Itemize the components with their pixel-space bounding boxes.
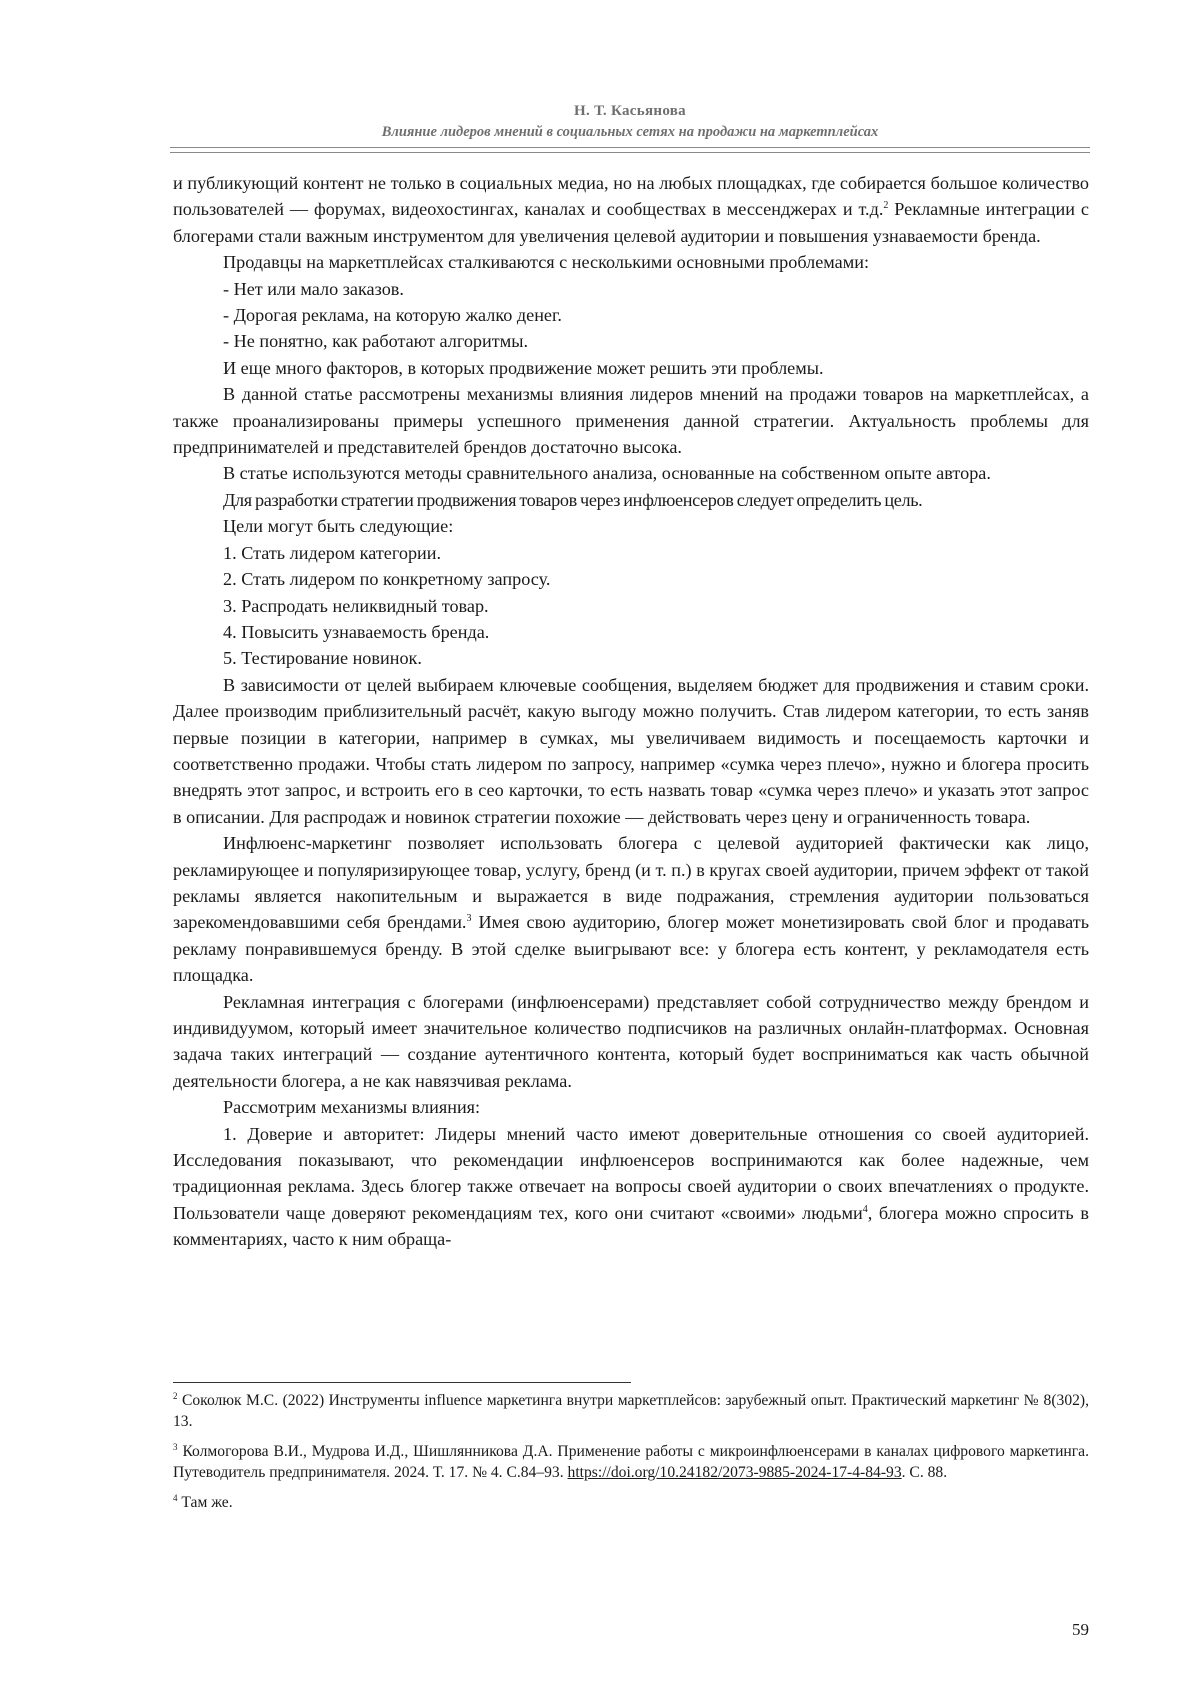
article-body bbox=[173, 170, 1089, 1253]
list-item-goal: 3. Распродать неликвидный товар. bbox=[223, 595, 489, 616]
footnote-ref-4[interactable]: 4 bbox=[862, 1203, 868, 1215]
page-number: 59 bbox=[1072, 1620, 1089, 1639]
paragraph-problems-intro: Продавцы на маркетплейсах сталкиваются с несколькими основными проблемами: bbox=[223, 252, 870, 273]
header-rule-top bbox=[170, 147, 1090, 148]
paragraph-methods: В статье используются методы сравнительного анализа, основанные на собственном опыте автора. bbox=[223, 463, 991, 484]
footnote-3: $^3$ Колмогорова В.И., Мудрова И.Д., Шишлянникова Д.А. Применение работы с микроинфлюенсерами в каналах цифрового маркетинга. Путеводитель предпринимателя. 2024. Т. 17. № 4. С.84–93. https://doi.org/10.24182/2073-9885-2024-17-4-84-93. С. 88. bbox=[173, 1442, 1089, 1481]
footnotes bbox=[173, 1390, 1089, 1522]
paragraph-trust-authority: 1. Доверие и авторитет: Лидеры мнений часто имеют доверительные отношения со своей аудиторией. Исследования показывают, что рекомендации инфлюенсеров воспринимаются как более надежные, чем традиционная реклама. Здесь блогер также отвечает на вопросы своей аудитории о своих впечатлениях о продукте. Пользователи чаще доверяют рекомендациям тех, кого они считают «своими» людьми$^4$, блогера можно спросить в комментариях, часто к ним обраща- bbox=[173, 1123, 1089, 1250]
footnote-ref-3[interactable]: 3 bbox=[466, 913, 472, 925]
header-article-title: Влияние лидеров мнений в социальных сетях на продажи на маркетплейсах bbox=[381, 124, 879, 140]
doi-link[interactable]: https://doi.org/10.24182/2073-9885-2024-17-4-84-93 bbox=[567, 1464, 902, 1481]
list-item-goal: 2. Стать лидером по конкретному запросу. bbox=[223, 569, 551, 590]
goals-intro: Цели могут быть следующие: bbox=[223, 516, 454, 537]
paragraph-factors: И еще много факторов, в которых продвижение может решить эти проблемы. bbox=[223, 357, 824, 378]
list-item-problem: - Не понятно, как работают алгоритмы. bbox=[223, 331, 528, 352]
list-item-goal: 4. Повысить узнаваемость бренда. bbox=[223, 621, 490, 642]
header-rule-bottom bbox=[170, 152, 1090, 153]
footnote-2: $^2$ Соколюк М.С. (2022) Инструменты influence маркетинга внутри маркетплейсов: зарубежный опыт. Практический маркетинг № 8(302), 13. bbox=[173, 1391, 1089, 1430]
paragraph-scope: В данной статье рассмотрены механизмы влияния лидеров мнений на продажи товаров на маркетплейсах, а также проанализированы примеры успешного применения данной стратегии. Актуальность проблемы для предпринимателей и представителей брендов достаточно высока. bbox=[173, 384, 1089, 458]
list-item-goal: 5. Тестирование новинок. bbox=[223, 648, 422, 669]
footnote-ref-2[interactable]: 2 bbox=[883, 200, 889, 212]
running-header bbox=[170, 100, 1090, 142]
list-item-problem: - Нет или мало заказов. bbox=[223, 278, 404, 299]
list-item-problem: - Дорогая реклама, на которую жалко денег. bbox=[223, 305, 562, 326]
paragraph-influence-marketing: Инфлюенс-маркетинг позволяет использовать блогера с целевой аудиторией фактически как лицо, рекламирующее и популяризирующее товар, услугу, бренд (и т. п.) в кругах своей аудитории, причем эффект от такой рекламы является накопительным и выражается в виде подражания, стремления аудитории пользоваться зарекомендовавшими себя брендами.$^3$ Имея свою аудиторию, блогер может монетизировать свой блог и продавать рекламу понравившемуся бренду. В этой сделке выигрывают все: у блогера есть контент, у рекламодателя есть площадка. bbox=[173, 833, 1089, 986]
paragraph-strategy-goal: Для разработки стратегии продвижения товаров через инфлюенсеров следует определить цель. bbox=[223, 489, 923, 510]
header-author: Н. Т. Касьянова bbox=[574, 103, 686, 119]
paragraph-goal-strategies: В зависимости от целей выбираем ключевые сообщения, выделяем бюджет для продвижения и ставим сроки. Далее производим приблизительный расчёт, какую выгоду можно получить. Став лидером категории, то есть заняв первые позиции в категории, например в сумках, мы увеличиваем видимость и посещаемость карточки и соответственно продажи. Чтобы стать лидером по запросу, например «сумка через плечо», нужно и блогера просить внедрять этот запрос, и встроить его в сео карточки, то есть назвать товар «сумка через плечо» и указать этот запрос в описании. Для распродаж и новинок стратегии похожие — действовать через цену и ограниченность товара. bbox=[173, 674, 1089, 827]
paragraph-continuation: и публикующий контент не только в социальных медиа, но на любых площадках, где собирается большое количество пользователей — форумах, видеохостингах, каналах и сообществах в мессенджерах и т.д.$^2$ Рекламные интеграции с блогерами стали важным инструментом для увеличения целевой аудитории и повышения узнаваемости бренда. bbox=[173, 173, 1089, 246]
paragraph-ad-integration: Рекламная интеграция с блогерами (инфлюенсерами) представляет собой сотрудничество между брендом и индивидуумом, который имеет значительное количество подписчиков на различных онлайн-платформах. Основная задача таких интеграций — создание аутентичного контента, который будет восприниматься как часть обычной деятельности блогера, а не как навязчивая реклама. bbox=[173, 991, 1089, 1091]
footnote-4: $^4$ Там же. bbox=[173, 1493, 233, 1511]
footnote-separator bbox=[173, 1382, 631, 1383]
list-item-goal: 1. Стать лидером категории. bbox=[223, 542, 442, 563]
paragraph-mechanisms-intro: Рассмотрим механизмы влияния: bbox=[223, 1097, 481, 1118]
